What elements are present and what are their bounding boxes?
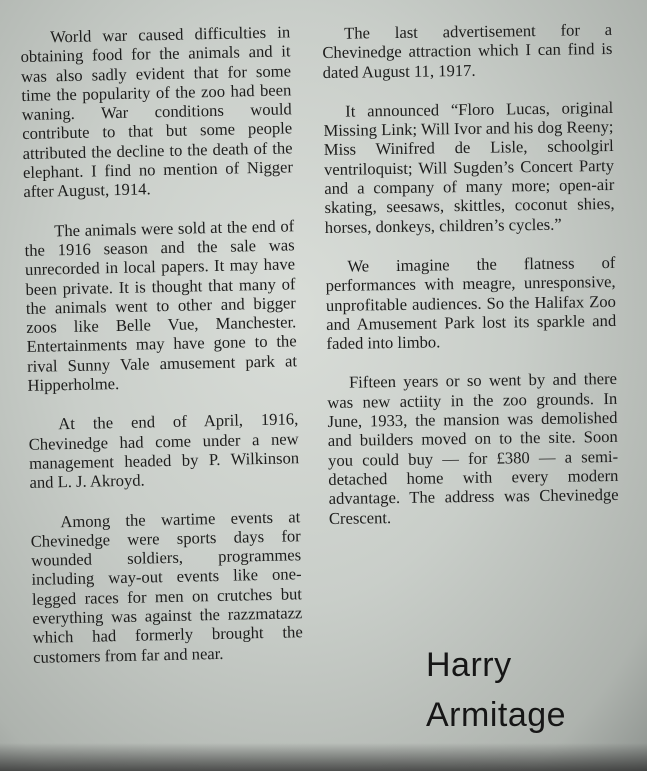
paragraph-flatness: We imagine the flatness of performances with meagre, unresponsive, unprofitable audiences. So the Halifax Zoo and Amusement Park lost its sparkle and faded into limbo.	[325, 252, 617, 354]
paragraph-wartime-events: Among the wartime events at Chevinedge were sports days for wounded soldiers, programmes including way-out events like one-legged races for men on crutches but everything was against the razzmatazz which had formerly brought the customers from far and near.	[30, 506, 303, 667]
page-shadow-edge	[0, 743, 647, 771]
left-text-column	[20, 22, 304, 686]
author-last-name: Armitage	[426, 696, 567, 734]
paragraph-animals-sold: The animals were sold at the end of the 1916 season and the sale was unrecorded in local papers. It may have been private. It is thought that many of the animals went to other and bigger zoos like Belle Vue, Manchester. Entertainments may have gone to the rival Sunny Vale amusement park at Hipperholme.	[24, 215, 298, 395]
paragraph-new-management: At the end of April, 1916, Chevinedge had come under a new management headed by P. Wilkinson and L. J. Akroyd.	[28, 409, 300, 493]
author-signature	[426, 640, 626, 740]
paragraph-war-difficulties: World war caused difficulties in obtaining food for the animals and it was also sadly evident that for some time the popularity of the zoo had been waning. War conditions would contribute to that but some people attributed the decline to the death of the elephant. I find no mention of Nigger after August, 1914.	[20, 22, 294, 202]
right-text-column	[322, 20, 619, 548]
paragraph-announcement: It announced “Floro Lucas, original Missing Link; Will Ivor and his dog Reeny; Miss Winifred de Lisle, schoolgirl ventriloquist; Will Sugden’s Concert Party and a company of many more; open-air skating, seesaws, skittles, coconut shies, horses, donkeys, children’s cycles.”	[323, 97, 615, 237]
paragraph-fifteen-years: Fifteen years or so went by and there was new actiity in the zoo grounds. In June, 1933, the mansion was demolished and builders moved on to the site. Soon you could buy — for £380 — a semi-detached home with every modern advantage. The address was Chevinedge Crescent.	[327, 369, 619, 528]
author-first-name: Harry	[426, 646, 512, 684]
paragraph-last-advertisement: The last advertisement for a Chevinedge attraction which I can find is dated August 11, 1917.	[322, 19, 613, 82]
